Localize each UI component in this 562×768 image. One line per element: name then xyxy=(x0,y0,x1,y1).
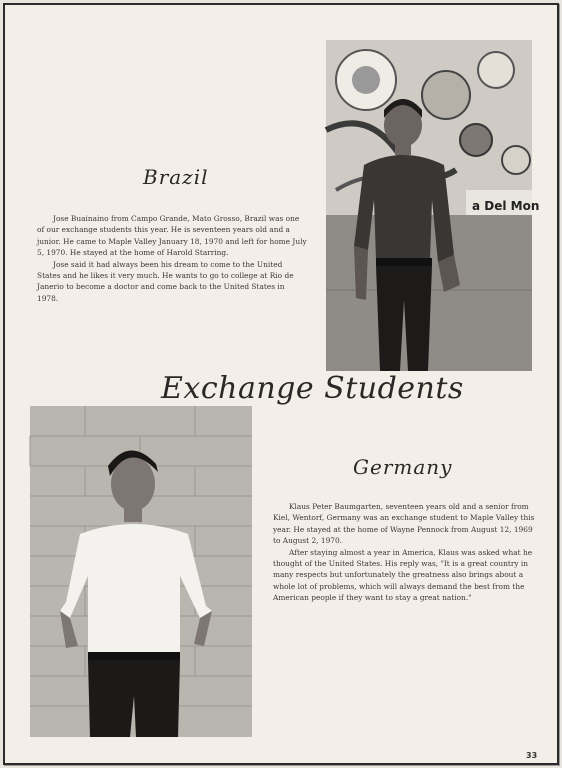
photo-brazil-student xyxy=(326,40,540,371)
yearbook-page xyxy=(3,3,559,765)
brazil-paragraph-1: Jose Buainaino from Campo Grande, Mato Grosso, Brazil was one of our exchange students this year. He is seventeen years old and a junior. He came to Maple Valley January 18, 1970 and left for home July 5, 1970. He stayed at the home of Harold Starring. xyxy=(37,214,307,258)
brazil-heading: Brazil xyxy=(143,165,209,189)
brazil-student-image xyxy=(326,40,540,371)
germany-heading: Germany xyxy=(353,455,453,479)
brazil-paragraph-2: Jose said it had always been his dream to come to the United States and he likes it very much. He wants to go to college at Rio de Janerio to become a doctor and come back to the United States in 1978. xyxy=(37,259,294,303)
photo-germany-student xyxy=(30,406,252,737)
poster-text: a Del Mon xyxy=(472,199,540,213)
germany-paragraph-2: After staying almost a year in America, Klaus was asked what he thought of the United States. His reply was, "It is a great country in many respects but unfortunately the greatness also brings about a whole lot of problems, which will always demand the best from the American people if they want to stay a great nation." xyxy=(273,547,533,603)
germany-article xyxy=(273,501,535,604)
germany-paragraph-1: Klaus Peter Baumgarten, seventeen years old and a senior from Kiel, Wentorf, Germany was an exchange student to Maple Valley this year. He stayed at the home of Wayne Pennock from August 12, 1969 to August 2, 1970. xyxy=(273,502,535,546)
germany-student-image xyxy=(30,406,252,737)
page-number: 33 xyxy=(526,751,538,760)
page-title: Exchange Students xyxy=(161,371,464,406)
brazil-article xyxy=(37,213,307,304)
